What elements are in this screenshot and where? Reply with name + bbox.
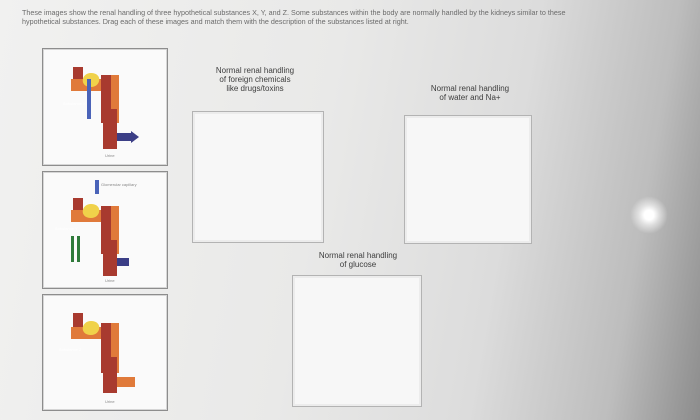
drop-zone-glucose[interactable] (292, 275, 422, 407)
draggable-substance-z-card[interactable] (42, 294, 168, 411)
drop-zone-drugs-toxins[interactable] (192, 111, 324, 243)
substance-x-label: Substance X (63, 101, 86, 106)
instructions-line-1: These images show the renal handling of three hypothetical substances X, Y, and Z. Some substances within the body are normally handled by the kidneys similar to these (22, 8, 566, 17)
draggable-substance-x-card[interactable] (42, 48, 168, 166)
target-label-glucose: Normal renal handling of glucose (318, 251, 398, 269)
urine-label-x: Urine (105, 153, 115, 158)
urine-label-y: Urine (105, 278, 115, 283)
substance-z-label: Substance Z (59, 347, 82, 352)
instructions-text (22, 8, 700, 26)
substance-y-label: Substance Y (55, 226, 78, 231)
nephron-diagram-y-icon (43, 172, 167, 288)
nephron-diagram-z-icon (43, 295, 167, 410)
instructions-line-2: hypothetical substances. Drag each of these images and match them with the description of the substances listed at right. (22, 17, 409, 26)
glomerular-capillary-label: Glomerular capillary (101, 182, 137, 187)
target-label-drugs-toxins: Normal renal handling of foreign chemicals like drugs/toxins (215, 66, 295, 93)
drop-zone-water-na[interactable] (404, 115, 532, 244)
screen-glare (630, 196, 668, 234)
urine-label-z: Urine (105, 399, 115, 404)
target-label-water-na: Normal renal handling of water and Na+ (430, 84, 510, 102)
draggable-substance-y-card[interactable] (42, 171, 168, 289)
nephron-diagram-x-icon (43, 49, 167, 165)
